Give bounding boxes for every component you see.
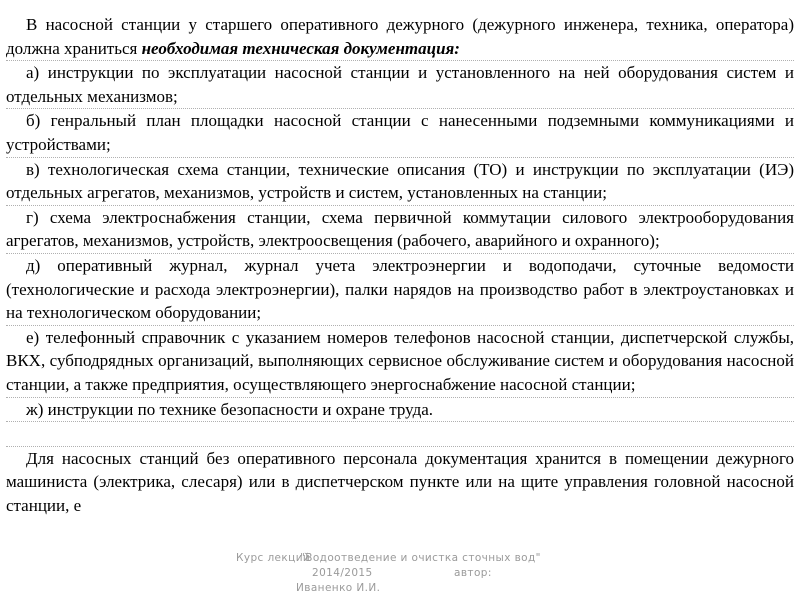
list-item-g: г) схема электроснабжения станции, схема первичной коммутации силового электрооборудования агрегатов, механизмов, устройств, электроосвещения (рабочего, аварийного и охранного); — [6, 207, 794, 251]
intro-paragraph — [6, 0, 794, 60]
blank-line — [6, 422, 794, 446]
list-item-v: в) технологическая схема станции, технические описания (ТО) и инструкции по эксплуатации (ИЭ) отдельных агрегатов, механизмов, устройств и систем, установленных на станции; — [6, 159, 794, 203]
intro-emphasis: необходимая техническая документация: — [141, 38, 460, 58]
list-item-a: а) инструкции по эксплуатации насосной станции и установленного на ней оборудования систем и отдельных механизмов; — [6, 63, 794, 106]
watermark-author-label: автор: — [454, 567, 492, 579]
document-body — [6, 0, 794, 517]
list-item-d: д) оперативный журнал, журнал учета электроэнергии и водоподачи, суточные ведомости (технологические и расхода электроэнергии), палки нарядов на производство работ в электроустановках и на технологическом оборудовании; — [6, 255, 794, 323]
closing-paragraph: Для насосных станций без оперативного персонала документация хранится в помещении дежурного машиниста (электрика, слесаря) или в диспетчерском пункте или на щите управления головной насосной станции, е — [6, 448, 794, 515]
list-item-e: е) телефонный справочник с указанием номеров телефонов насосной станции, диспетчерской службы, ВКХ, субподрядных организаций, выполняющих сервисное обслуживание систем и оборудования насосной станции, а также предприятия, осуществляющего энергоснабжение насосной станции; — [6, 327, 794, 394]
list-item-zh: ж) инструкции по технике безопасности и охране труда. — [26, 399, 434, 419]
list-item-b: б) генральный план площадки насосной станции с нанесенными подземными коммуникациями и устройствами; — [6, 111, 794, 154]
watermark-author: Иваненко И.И. — [296, 582, 381, 594]
intro-text: В насосной станции у старшего оперативного дежурного (дежурного инженера, техника, оператора) должна храниться — [6, 15, 794, 58]
watermark-year: 2014/2015 — [312, 567, 373, 579]
watermark-course: Курс лекций — [236, 552, 311, 564]
watermark-title: "Водоотведение и очистка сточных вод" — [300, 552, 541, 564]
